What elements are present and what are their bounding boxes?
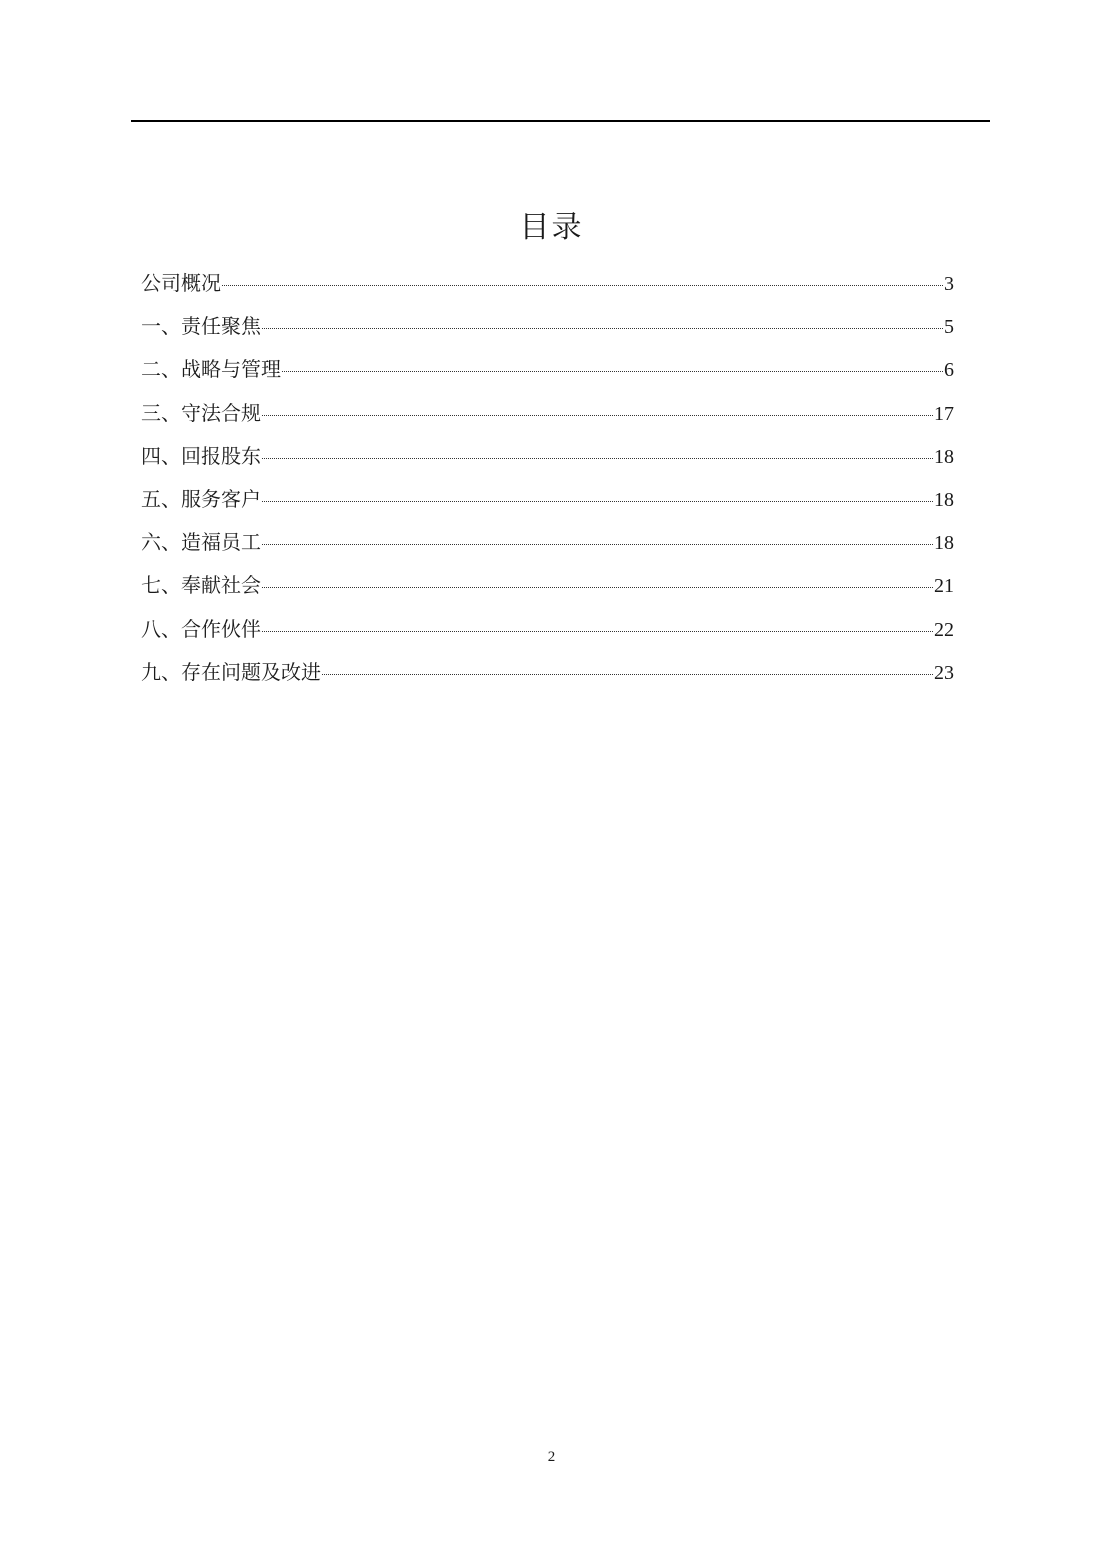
toc-list	[141, 262, 954, 694]
toc-dot-leader	[262, 543, 933, 545]
header-rule	[131, 120, 990, 122]
toc-entry-page: 18	[934, 445, 954, 468]
toc-entry-label: 二、战略与管理	[141, 357, 281, 382]
toc-entry-issues-improvements[interactable]	[141, 651, 954, 694]
toc-entry-society[interactable]	[141, 564, 954, 607]
toc-entry-employees[interactable]	[141, 521, 954, 564]
toc-entry-label: 八、合作伙伴	[141, 616, 261, 641]
toc-entry-page: 3	[944, 273, 954, 295]
toc-dot-leader	[282, 370, 943, 372]
toc-entry-partners[interactable]	[141, 608, 954, 651]
toc-entry-label: 一、责任聚焦	[141, 314, 261, 339]
toc-entry-label: 九、存在问题及改进	[141, 659, 321, 684]
toc-entry-page: 22	[934, 618, 954, 641]
toc-entry-page: 5	[944, 316, 954, 339]
toc-entry-label: 七、奉献社会	[141, 573, 261, 598]
toc-entry-page: 18	[934, 532, 954, 555]
toc-dot-leader	[262, 414, 933, 416]
toc-entry-page: 23	[934, 661, 954, 684]
toc-entry-page: 17	[934, 402, 954, 425]
page-number: 2	[547, 1449, 556, 1465]
toc-entry-strategy-management[interactable]	[141, 348, 954, 391]
toc-entry-page: 21	[934, 575, 954, 598]
toc-entry-responsibility-focus[interactable]	[141, 305, 954, 348]
toc-dot-leader	[262, 457, 933, 459]
toc-entry-label: 三、守法合规	[141, 400, 261, 425]
toc-dot-leader	[222, 284, 943, 286]
toc-entry-label: 四、回报股东	[141, 443, 261, 468]
toc-dot-leader	[262, 500, 933, 502]
toc-entry-customers[interactable]	[141, 478, 954, 521]
toc-entry-page: 18	[934, 488, 954, 511]
toc-entry-label: 六、造福员工	[141, 530, 261, 555]
toc-dot-leader	[262, 586, 933, 588]
toc-entry-label: 五、服务客户	[141, 486, 261, 511]
toc-entry-shareholders[interactable]	[141, 435, 954, 478]
toc-dot-leader	[262, 630, 933, 632]
toc-dot-leader	[322, 673, 933, 675]
toc-title: 目录	[519, 210, 584, 245]
toc-entry-compliance[interactable]	[141, 392, 954, 435]
toc-dot-leader	[262, 327, 943, 329]
toc-entry-label: 公司概况	[141, 271, 221, 295]
toc-entry-company-overview[interactable]	[141, 262, 954, 305]
toc-entry-page: 6	[944, 359, 954, 382]
